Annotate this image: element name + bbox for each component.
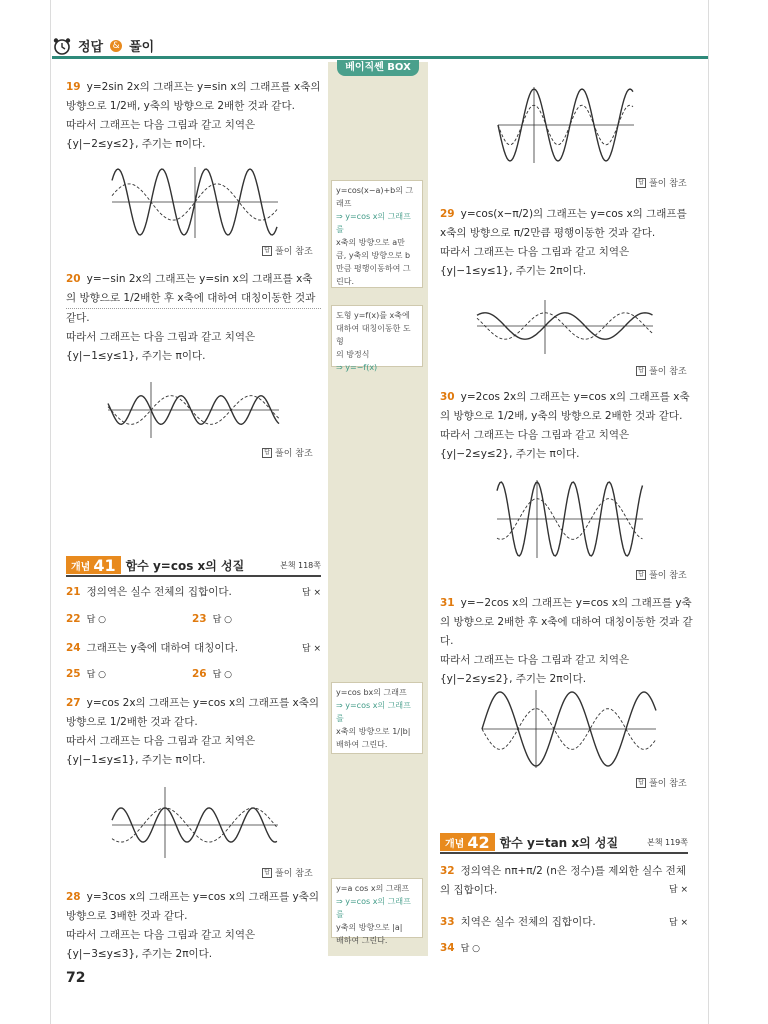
problem-text: y=2sin 2x의 그래프는 y=sin x의 그래프를 x축의 (86, 81, 321, 93)
answer-mark: 답 ○ (86, 615, 107, 625)
section-tag-label: 개념 (71, 561, 91, 573)
problem-number: 32 (440, 865, 455, 877)
answer-text: 풀이 참조 (275, 869, 313, 879)
header-title-b: 풀이 (129, 40, 155, 55)
answer-mark: 답 × (301, 644, 321, 654)
note-reflect-x (331, 305, 423, 372)
problem-32 (440, 862, 688, 900)
problem-text: 그래프는 y축에 대하여 대칭이다. (86, 642, 239, 654)
problem-text: y=−sin 2x의 그래프는 y=sin x의 그래프를 x축 (86, 273, 313, 285)
graph-20 (106, 380, 281, 440)
graph-30 (495, 478, 645, 560)
page-edge-left (50, 0, 51, 1024)
problem-text: {y|−2≤y≤2}, 주기는 π이다. (440, 448, 580, 460)
answer-mark: 답 × (668, 918, 688, 928)
problem-34 (440, 941, 560, 954)
note-line: ⇒ y=cos x의 그래프를 (336, 212, 411, 234)
problem-text: 의 방향으로 1/2배, y축의 방향으로 2배한 것과 같다. (440, 410, 683, 422)
problem-33 (440, 914, 688, 929)
note-line: ⇒ y=cos x의 그래프를 (336, 701, 411, 723)
problem-text: y=cos(x−π/2)의 그래프는 y=cos x의 그래프를 (460, 208, 687, 220)
problem-text: 방향으로 3배한 것과 같다. (66, 910, 188, 922)
answer-ref-29 (636, 364, 687, 377)
graph-29 (475, 298, 655, 356)
answer-ref-20 (262, 446, 313, 459)
note-line: y=a cos x의 그래프 (336, 884, 410, 893)
problem-text: x축의 방향으로 π/2만큼 평행이동한 것과 같다. (440, 227, 656, 239)
answer-icon: 답 (636, 178, 646, 188)
problem-number: 19 (66, 81, 81, 93)
answer-text: 풀이 참조 (275, 247, 313, 257)
note-line: 만큼 평행이동하여 그 (336, 264, 411, 273)
problem-text: {y|−2≤y≤2}, 주기는 2π이다. (440, 673, 587, 685)
problem-29 (440, 205, 698, 281)
page-number: 72 (66, 970, 86, 986)
answer-mark: 답 ○ (212, 670, 233, 680)
problem-23 (192, 612, 312, 625)
answer-icon: 답 (262, 868, 272, 878)
note-line: ⇒ y=cos x의 그래프를 (336, 897, 411, 919)
header-title-a: 정답 (78, 40, 104, 55)
problem-number: 34 (440, 941, 455, 954)
graph-19 (110, 165, 280, 240)
problem-30 (440, 388, 698, 464)
note-cos-bx (331, 682, 423, 754)
problem-number: 29 (440, 208, 455, 220)
section-tag (66, 556, 121, 574)
problem-number: 20 (66, 273, 81, 285)
header-amp: & (110, 40, 122, 52)
problem-27 (66, 694, 321, 770)
problem-19 (66, 78, 321, 154)
problem-number: 26 (192, 667, 207, 680)
note-a-cos (331, 878, 423, 945)
problem-number: 25 (66, 667, 81, 680)
problem-20 (66, 270, 321, 366)
problem-text: 정의역은 실수 전체의 집합이다. (86, 586, 232, 598)
answer-ref-19 (262, 244, 313, 257)
problem-text: 따라서 그래프는 다음 그림과 같고 치역은 (66, 735, 256, 747)
answer-text: 풀이 참조 (649, 179, 687, 189)
problem-text: 따라서 그래프는 다음 그림과 같고 치역은 (440, 246, 630, 258)
section-tag (440, 833, 495, 851)
problem-text: 방향으로 1/2배, y축의 방향으로 2배한 것과 같다. (66, 100, 295, 112)
answer-ref-30 (636, 568, 687, 581)
section-number: 42 (467, 832, 490, 852)
note-line: y축의 방향으로 |a| (336, 923, 403, 932)
basic-box-title: 베이직쎈 BOX (337, 60, 419, 76)
page-edge-right (708, 0, 709, 1024)
problem-number: 27 (66, 697, 81, 709)
problem-number: 21 (66, 585, 81, 598)
answer-ref-31 (636, 776, 687, 789)
alarm-clock-icon (52, 37, 72, 55)
problem-text: 따라서 그래프는 다음 그림과 같고 치역은 (66, 119, 256, 131)
problem-25 (66, 667, 186, 680)
problem-text: 의 방향으로 2배한 후 x축에 대하여 대칭이동한 것과 같 (440, 616, 693, 628)
answer-ref-28 (636, 176, 687, 189)
note-line: 래프 (336, 199, 352, 208)
problem-text: y=−2cos x의 그래프는 y=cos x의 그래프를 y축 (460, 597, 692, 609)
note-line: y=cos(x−a)+b의 그 (336, 186, 414, 195)
note-line: ⇒ y=−f(x) (336, 363, 378, 372)
problem-number: 22 (66, 612, 81, 625)
problem-number: 30 (440, 391, 455, 403)
answer-ref-27 (262, 866, 313, 879)
note-line: 대하여 대칭이동한 도형 (336, 324, 411, 346)
problem-number: 33 (440, 915, 455, 928)
answer-icon: 답 (636, 778, 646, 788)
problem-text: 의 방향으로 1/2배한 후 x축에 대하여 대칭이동한 것과 (66, 289, 321, 309)
problem-28 (66, 888, 321, 964)
section-41-header (66, 555, 321, 577)
problem-number: 24 (66, 641, 81, 654)
section-tag-label: 개념 (445, 838, 465, 850)
answer-text: 풀이 참조 (649, 779, 687, 789)
problem-24 (66, 640, 321, 655)
section-number: 41 (93, 555, 116, 575)
problem-text: 방향으로 1/2배한 것과 같다. (66, 716, 198, 728)
problem-text: 따라서 그래프는 다음 그림과 같고 치역은 (440, 654, 630, 666)
answer-mark: 답 × (301, 588, 321, 598)
answer-icon: 답 (636, 366, 646, 376)
answer-icon: 답 (262, 448, 272, 458)
problem-text: 따라서 그래프는 다음 그림과 같고 치역은 (66, 929, 256, 941)
problem-text: {y|−1≤y≤1}, 주기는 2π이다. (440, 265, 587, 277)
problem-number: 31 (440, 597, 455, 609)
answer-icon: 답 (262, 246, 272, 256)
section-page-ref: 본책 118쪽 (280, 560, 321, 570)
answer-mark: 답 ○ (212, 615, 233, 625)
section-page-ref: 본책 119쪽 (647, 837, 688, 847)
problem-text: 따라서 그래프는 다음 그림과 같고 치역은 (440, 429, 630, 441)
problem-text: {y|−2≤y≤2}, 주기는 π이다. (66, 138, 206, 150)
problem-number: 28 (66, 891, 81, 903)
note-line: 배하여 그린다. (336, 740, 388, 749)
problem-text: 따라서 그래프는 다음 그림과 같고 치역은 (66, 331, 256, 343)
problem-text: {y|−1≤y≤1}, 주기는 π이다. (66, 350, 206, 362)
note-line: 린다. (336, 277, 354, 286)
answer-text: 풀이 참조 (649, 571, 687, 581)
header-rule (52, 56, 708, 59)
answer-mark: 답 ○ (460, 944, 481, 954)
note-line: 도형 y=f(x)를 x축에 (336, 311, 410, 320)
note-line: 배하여 그린다. (336, 936, 388, 945)
problem-text: y=3cos x의 그래프는 y=cos x의 그래프를 y축의 (86, 891, 320, 903)
note-line: 큼, y축의 방향으로 b (336, 251, 411, 260)
note-line: y=cos bx의 그래프 (336, 688, 407, 697)
graph-31 (480, 688, 658, 770)
answer-mark: 답 × (668, 885, 688, 895)
problem-text: 다. (440, 635, 454, 647)
answer-text: 풀이 참조 (275, 449, 313, 459)
problem-text: {y|−1≤y≤1}, 주기는 π이다. (66, 754, 206, 766)
answer-text: 풀이 참조 (649, 367, 687, 377)
graph-27 (110, 785, 280, 860)
problem-text: 같다. (66, 312, 90, 324)
problem-31 (440, 594, 698, 689)
section-42-header (440, 832, 688, 854)
problem-number: 23 (192, 612, 207, 625)
problem-22 (66, 612, 186, 625)
answer-icon: 답 (636, 570, 646, 580)
problem-text: 정의역은 nπ+π/2 (n은 정수)를 제외한 실수 전체 (460, 865, 686, 877)
note-line: x축의 방향으로 a만 (336, 238, 405, 247)
problem-text: {y|−3≤y≤3}, 주기는 2π이다. (66, 948, 213, 960)
note-line: 의 방정식 (336, 350, 370, 359)
note-cos-shift (331, 180, 423, 288)
section-title: 함수 y=tan x의 성질 (499, 835, 619, 850)
problem-text: y=cos 2x의 그래프는 y=cos x의 그래프를 x축의 (86, 697, 320, 709)
problem-text: y=2cos 2x의 그래프는 y=cos x의 그래프를 x축 (460, 391, 690, 403)
problem-21 (66, 584, 321, 599)
graph-28 (496, 85, 636, 165)
answer-mark: 답 ○ (86, 670, 107, 680)
problem-text: 의 집합이다. (440, 884, 498, 896)
page-header (52, 36, 154, 55)
note-line: x축의 방향으로 1/|b| (336, 727, 411, 736)
section-title: 함수 y=cos x의 성질 (125, 558, 245, 573)
problem-26 (192, 667, 312, 680)
problem-text: 치역은 실수 전체의 집합이다. (460, 916, 596, 928)
